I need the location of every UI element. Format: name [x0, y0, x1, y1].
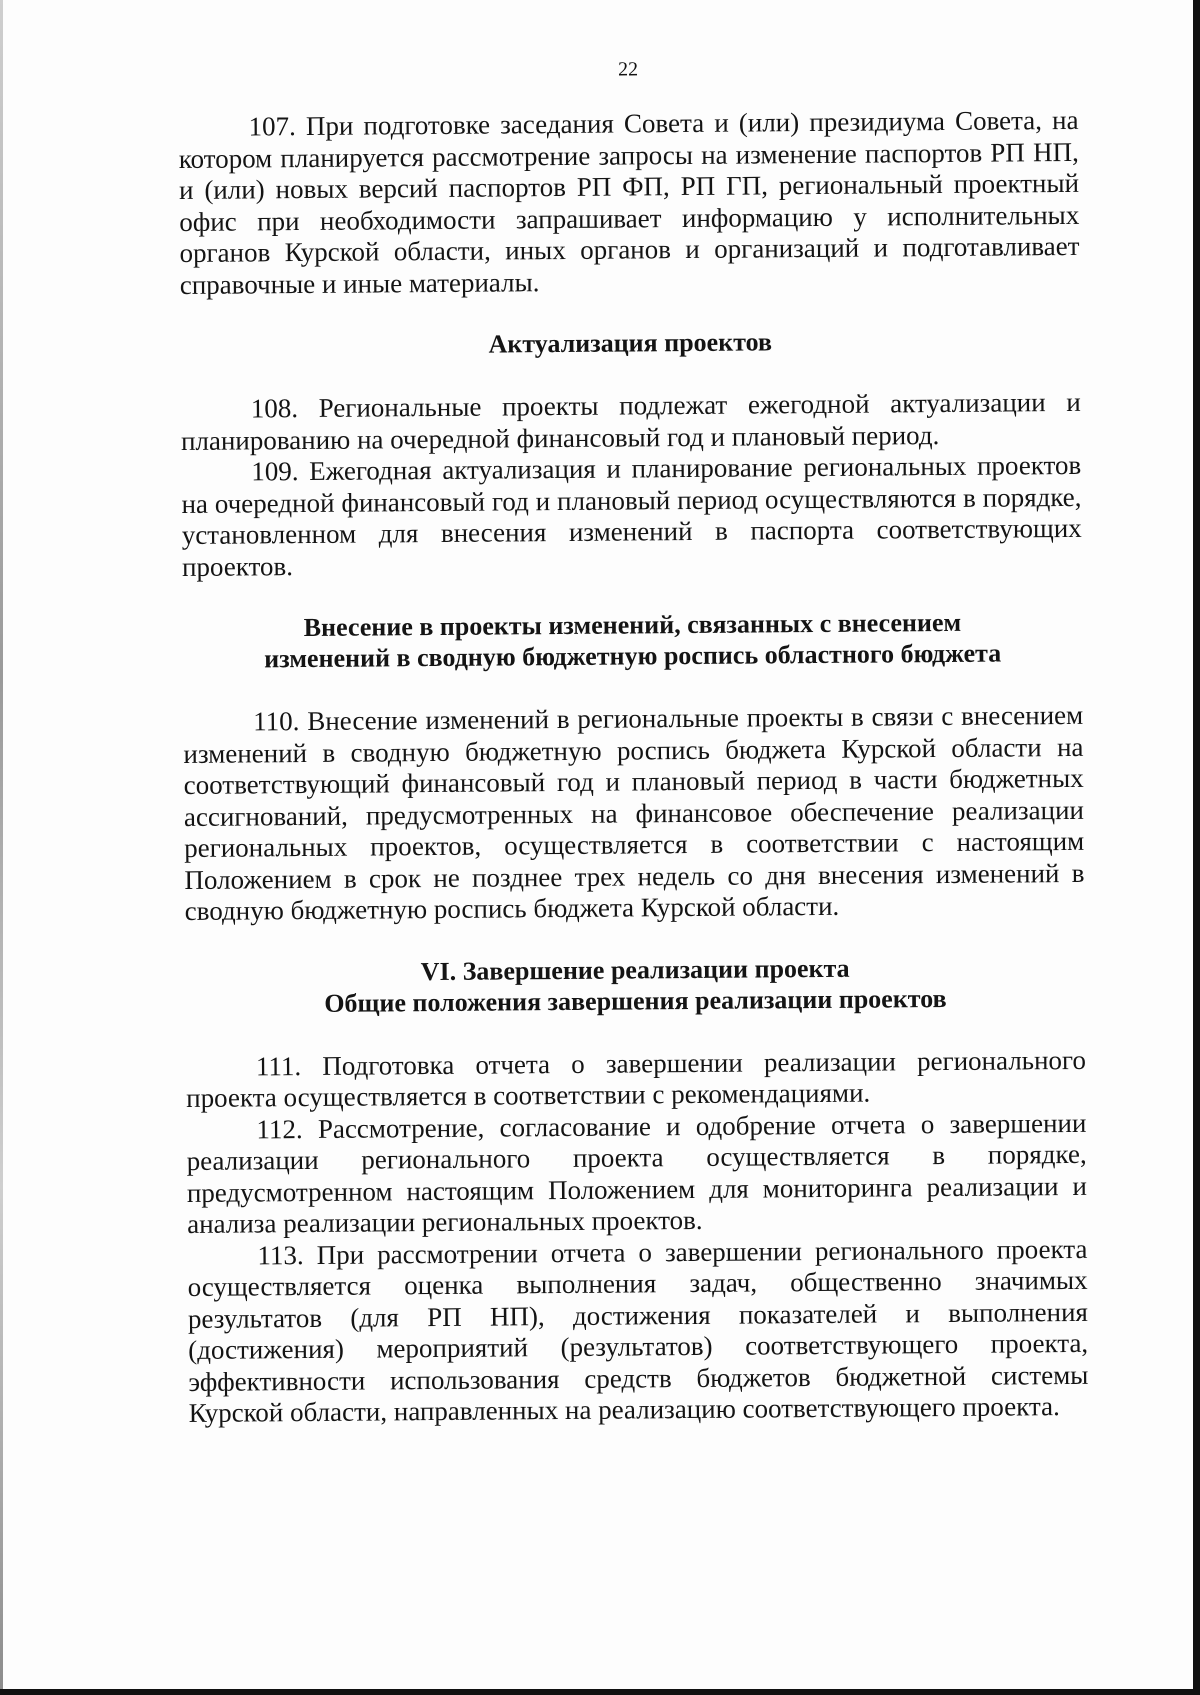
- scan-edge-right: [1193, 0, 1200, 1695]
- paragraph-109: 109. Ежегодная актуализация и планирование региональных проектов на очередной финансовый год и плановый период осуществляются в порядке, установленном для внесения изменений в паспорта соответствующих проектов.: [181, 449, 1082, 582]
- paragraph-113: 113. При рассмотрении отчета о завершении регионального проекта осуществляется оценка выполнения задач, общественно значимых результатов (для РП НП), достижения показателей и выполнения (достижения) мероприятий (результатов) соответствующего проекта, эффективности использования средств бюджетов бюджетной системы Курской области, направленных на реализацию соответствующего проекта.: [187, 1233, 1089, 1428]
- page-number: 22: [618, 58, 639, 81]
- scan-edge-left: [0, 0, 3, 1695]
- heading-actualization: Актуализация проектов: [488, 327, 773, 359]
- heading-budget-changes: [182, 606, 1082, 675]
- heading-budget-changes-line-1: Внесение в проекты изменений, связанных с внесением: [303, 607, 962, 643]
- heading-budget-changes-line-2: изменений в сводную бюджетную роспись областного бюджета: [264, 638, 1002, 674]
- paragraph-112: 112. Рассмотрение, согласование и одобрение отчета о завершении реализации регионального проекта осуществляется в порядке, предусмотренном настоящим Положением для мониторинга реализации и анализа реализации региональных проектов.: [186, 1107, 1088, 1239]
- page-content: [178, 51, 1089, 1430]
- heading-section-6-title: VI. Завершение реализации проекта: [420, 953, 850, 986]
- paragraph-107: 107. При подготовке заседания Совета и (или) президиума Совета, на котором планируется рассмотрение запросы на изменение паспортов РП НП, и (или) новых версий паспортов РП ФП, РП ГП, региональный проектный офис при необходимости запрашивает информацию у исполнительных органов Курской области, иных органов и организаций и подготавливает справочные и иные материалы.: [178, 104, 1080, 300]
- paragraph-110: 110. Внесение изменений в региональные проекты в связи с внесением изменений в сводную бюджетную роспись бюджета Курской области на соответствующий финансовый год и плановый период в части бюджетных ассигнований, предусмотренных на финансовое обеспечение реализации региональных проектов, осуществляется в соответствии с настоящим Положением в срок не позднее трех недель со дня внесения изменений в сводную бюджетную роспись бюджета Курской области.: [183, 699, 1085, 926]
- heading-section-6: [185, 950, 1085, 1019]
- heading-section-6-subtitle: Общие положения завершения реализации проектов: [324, 983, 947, 1018]
- paragraph-108: 108. Региональные проекты подлежат ежегодной актуализации и планированию на очередной финансовый год и плановый период.: [180, 386, 1081, 456]
- scan-edge-bottom: [0, 1689, 1200, 1695]
- paragraph-111: 111. Подготовка отчета о завершении реализации регионального проекта осуществляется в соответствии с рекомендациями.: [186, 1044, 1087, 1113]
